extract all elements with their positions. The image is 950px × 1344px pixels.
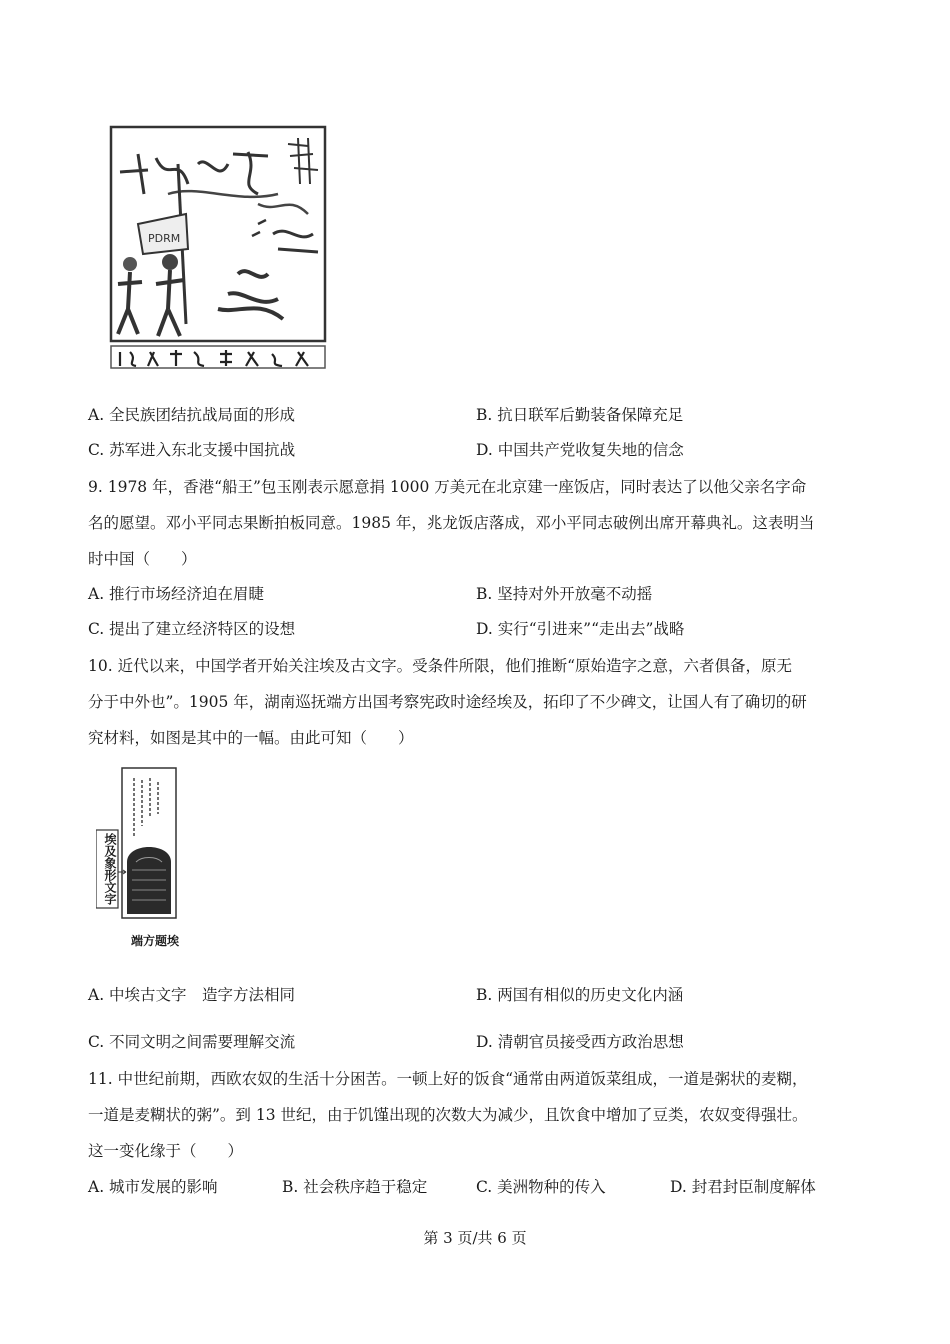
- q11-stem-line-2: 一道是麦糊状的粥”。到 13 世纪，由于饥馑出现的次数大为减少，且饮食中增加了豆类，农奴变得强壮。: [88, 1106, 808, 1124]
- q9-option-d[interactable]: D. 实行“引进来”“走出去”战略: [476, 620, 685, 638]
- q9-stem-line-2: 名的愿望。邓小平同志果断拍板同意。1985 年，兆龙饭店落成，邓小平同志破例出席开幕典礼。这表明当: [88, 514, 815, 532]
- q10-stem-line-3: 究材料，如图是其中的一幅。由此可知（ ）: [88, 729, 414, 747]
- stele-side-label: 埃及象形文字: [103, 833, 117, 905]
- q10-option-c[interactable]: C. 不同文明之间需要理解交流: [88, 1033, 296, 1051]
- q10-option-d[interactable]: D. 清朝官员接受西方政治思想: [476, 1033, 684, 1051]
- q9-stem-line-3: 时中国（ ）: [88, 550, 197, 568]
- q9-option-a[interactable]: A. 推行市场经济迫在眉睫: [88, 585, 265, 603]
- stele-caption: 端方题埃: [131, 934, 180, 948]
- woodcut-illustration: [108, 124, 330, 372]
- q9-option-c[interactable]: C. 提出了建立经济特区的设想: [88, 620, 296, 638]
- q8-option-c[interactable]: C. 苏军进入东北支援中国抗战: [88, 441, 296, 459]
- q10-option-a[interactable]: A. 中埃古文字 造字方法相同: [88, 986, 296, 1004]
- q11-option-d[interactable]: D. 封君封臣制度解体: [670, 1178, 816, 1196]
- q11-option-b[interactable]: B. 社会秩序趋于稳定: [282, 1178, 428, 1196]
- q11-stem-line-3: 这一变化缘于（ ）: [88, 1142, 244, 1160]
- q9-option-b[interactable]: B. 坚持对外开放毫不动摇: [476, 585, 653, 603]
- q9-stem-line-1: 9. 1978 年，香港“船王”包玉刚表示愿意捐 1000 万美元在北京建一座饭店，同时表达了以他父亲名字命: [88, 478, 807, 496]
- svg-text:PDRM: PDRM: [148, 232, 181, 245]
- q10-stem-line-1: 10. 近代以来，中国学者开始关注埃及古文字。受条件所限，他们推断“原始造字之意，六者俱备，原无: [88, 657, 793, 675]
- q11-option-c[interactable]: C. 美洲物种的传入: [476, 1178, 606, 1196]
- q11-option-a[interactable]: A. 城市发展的影响: [88, 1178, 218, 1196]
- q8-option-d[interactable]: D. 中国共产党收复失地的信念: [476, 441, 684, 459]
- q11-stem-line-1: 11. 中世纪前期，西欧农奴的生活十分困苦。一顿上好的饭食“通常由两道饭菜组成，一道是粥状的麦糊，: [88, 1070, 808, 1088]
- q8-option-b[interactable]: B. 抗日联军后勤装备保障充足: [476, 406, 684, 424]
- q8-option-a[interactable]: A. 全民族团结抗战局面的形成: [88, 406, 296, 424]
- q8-woodcut-figure: [108, 124, 330, 372]
- page-footer: 第 3 页/共 6 页: [423, 1229, 527, 1247]
- q10-option-b[interactable]: B. 两国有相似的历史文化内涵: [476, 986, 684, 1004]
- q10-stem-line-2: 分于中外也”。1905 年，湖南巡抚端方出国考察宪政时途经埃及，拓印了不少碑文，让国人有了确切的研: [88, 693, 807, 711]
